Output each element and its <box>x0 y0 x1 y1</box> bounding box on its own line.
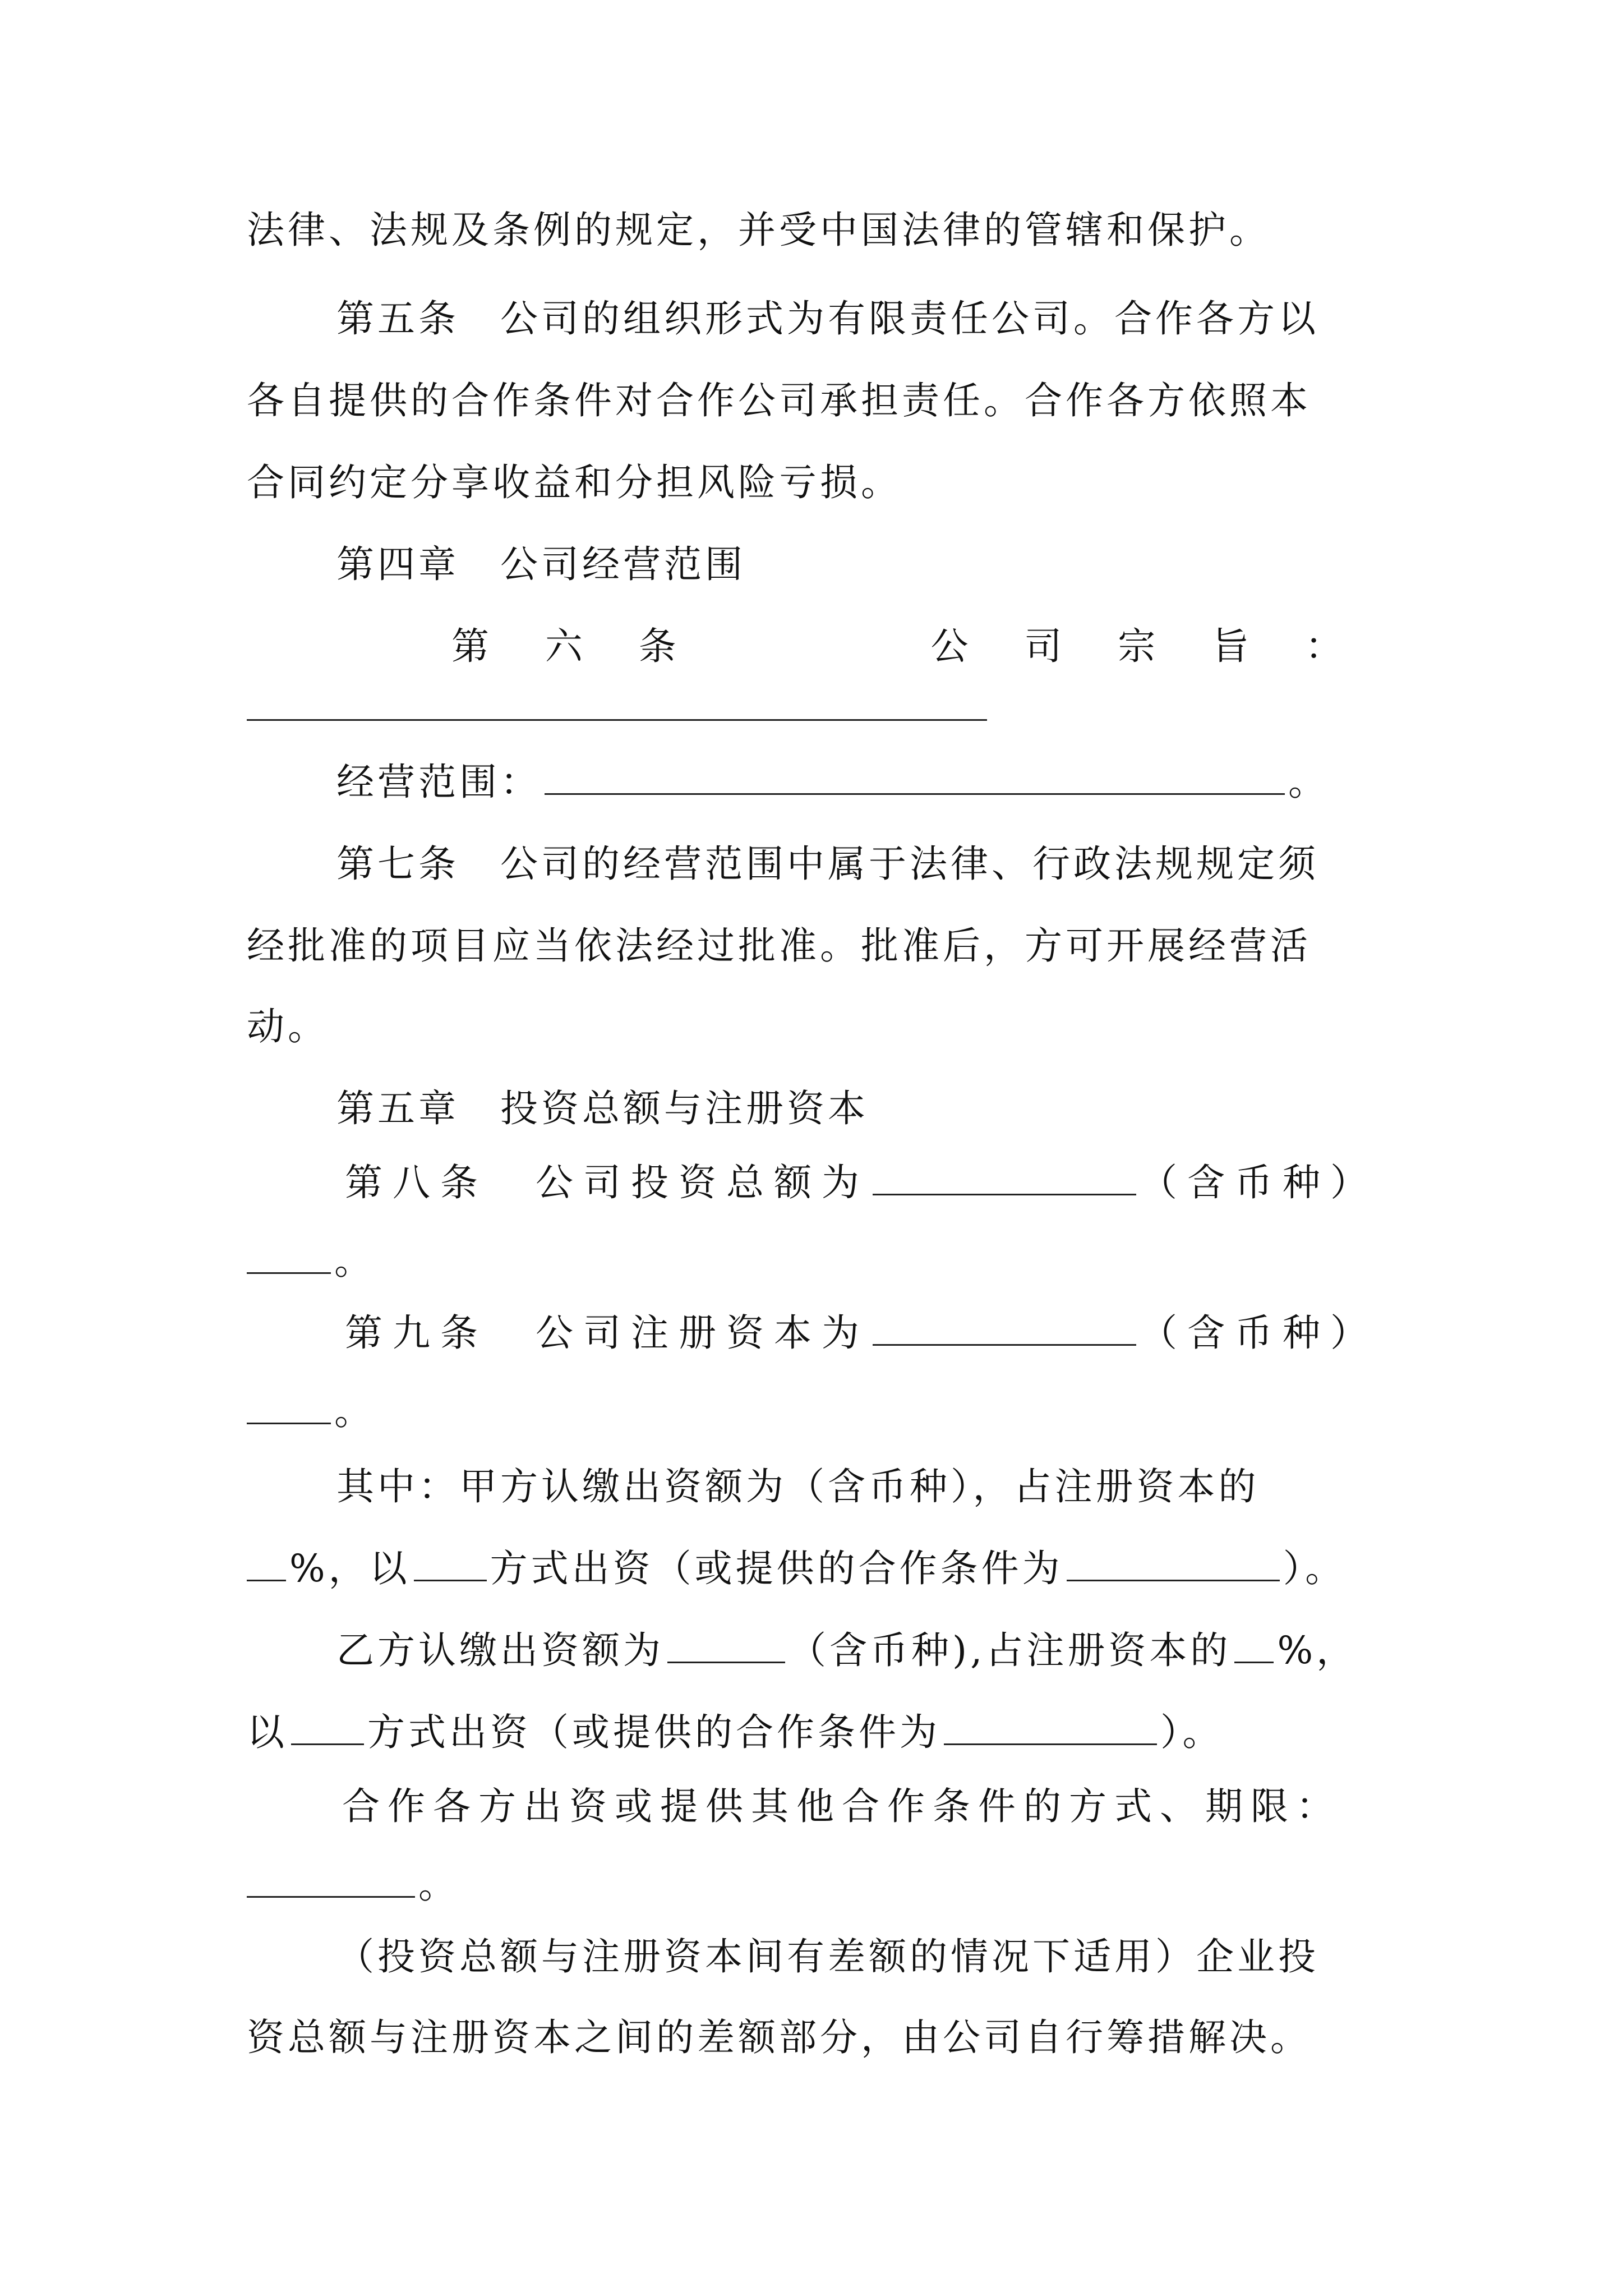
business-scope-end: 。 <box>1288 760 1329 804</box>
line-end: ）。 <box>1160 1710 1224 1754</box>
conditions-blank <box>1067 1547 1280 1581</box>
text: 以 <box>247 1710 288 1754</box>
paragraph-line: 各自提供的合作条件对合作公司承担责任。合作各方依照本 <box>247 379 1311 422</box>
article-6-char: ： <box>1305 624 1346 668</box>
purpose-fill-blank <box>247 719 987 721</box>
difference-note-line: （投资总额与注册资本间有差额的情况下适用）企业投 <box>336 1935 1319 1978</box>
paragraph-line: 法律、法规及条例的规定，并受中国法律的管辖和保护。 <box>247 208 1270 252</box>
currency-note: （含币种） <box>1140 1161 1378 1204</box>
article-6-line <box>451 618 1346 674</box>
business-scope-label: 经营范围： <box>336 760 541 804</box>
article-8-line <box>345 1154 1394 1211</box>
article-6-char: 条 <box>638 624 680 668</box>
percent-blank <box>1234 1629 1274 1663</box>
method-blank <box>414 1547 487 1581</box>
percent-text: %，以 <box>289 1547 411 1590</box>
article-9-text: 第九条 公司注册资本为 <box>345 1311 869 1355</box>
total-investment-blank <box>873 1161 1136 1195</box>
article-6-char: 司 <box>1024 624 1066 668</box>
article-9-line <box>345 1305 1394 1361</box>
party-b-continuation <box>247 1704 1385 1760</box>
terms-blank <box>247 1864 415 1898</box>
article-6-char: 六 <box>545 624 586 668</box>
party-a-continuation <box>247 1540 1385 1596</box>
line-end: ）。 <box>1283 1547 1347 1590</box>
business-scope-line <box>336 754 1385 810</box>
article-8-continuation <box>247 1233 1385 1289</box>
paragraph-line: 资总额与注册资本之间的差额部分，由公司自行筹措解决。 <box>247 2016 1311 2059</box>
method-blank <box>291 1711 364 1745</box>
currency-note: （含币种） <box>1140 1311 1378 1355</box>
chapter-5-heading: 第五章 投资总额与注册资本 <box>336 1087 869 1130</box>
party-b-line <box>336 1622 1385 1678</box>
line-end: 。 <box>334 1239 375 1283</box>
currency-blank <box>247 1390 331 1424</box>
line-end: 。 <box>334 1389 375 1433</box>
article-8-text: 第八条 公司投资总额为 <box>345 1161 869 1204</box>
percent-sign: %， <box>1277 1628 1358 1672</box>
article-6-char: 公 <box>930 624 972 668</box>
registered-capital-blank <box>873 1312 1136 1346</box>
line-end: 。 <box>418 1863 459 1907</box>
article-6-char: 第 <box>451 624 492 668</box>
party-a-line: 其中：甲方认缴出资额为（含币种），占注册资本的 <box>336 1465 1260 1508</box>
article-7-line: 第七条 公司的经营范围中属于法律、行政法规规定须 <box>336 842 1319 886</box>
contribution-terms-line: 合作各方出资或提供其他合作条件的方式、期限： <box>342 1784 1341 1828</box>
percent-blank <box>247 1547 286 1581</box>
paragraph-line: 经批准的项目应当依法经过批准。批准后，方可开展经营活 <box>247 924 1311 968</box>
contribution-terms-continuation <box>247 1857 1385 1913</box>
chapter-4-heading: 第四章 公司经营范围 <box>336 542 746 586</box>
contribution-text: 方式出资（或提供的合作条件为 <box>490 1547 1063 1590</box>
paragraph-line: 合同约定分享收益和分担风险亏损。 <box>247 461 902 504</box>
article-9-continuation <box>247 1383 1385 1439</box>
currency-blank <box>247 1240 331 1274</box>
paragraph-line: 动。 <box>247 1005 329 1048</box>
article-5-line: 第五条 公司的组织形式为有限责任公司。合作各方以 <box>336 297 1319 341</box>
party-b-currency-text: （含币种),占注册资本的 <box>789 1628 1232 1672</box>
article-6-char: 宗 <box>1118 624 1159 668</box>
party-b-amount-blank <box>667 1629 785 1663</box>
business-scope-blank <box>545 761 1285 795</box>
article-6-char: 旨 <box>1211 624 1253 668</box>
party-b-text: 乙方认缴出资额为 <box>336 1628 664 1672</box>
contribution-text: 方式出资（或提供的合作条件为 <box>367 1710 940 1754</box>
article-6-gap <box>732 618 878 674</box>
conditions-blank <box>944 1711 1157 1745</box>
